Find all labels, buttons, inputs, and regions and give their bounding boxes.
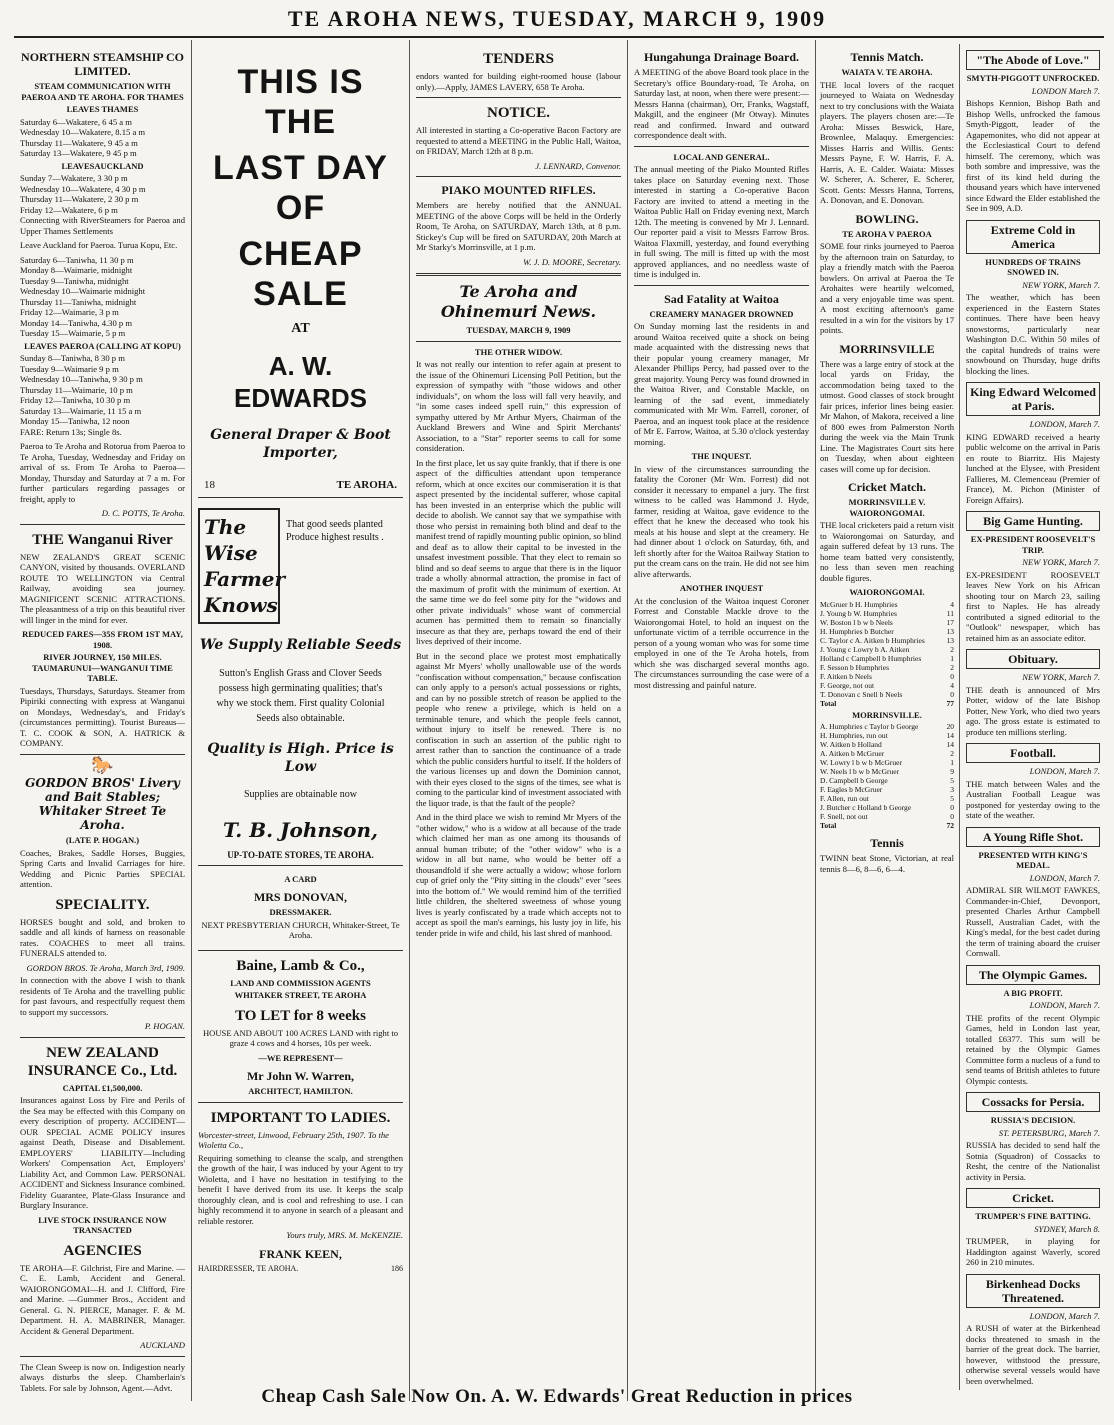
cricket-title: Cricket Match. [848,480,926,494]
score-row: H. Humphries, run out 14 [820,731,954,740]
baine-to-let: TO LET for 8 weeks [235,1007,366,1024]
olympic-subtitle: A BIG PROFIT. [1003,987,1063,998]
inquest-title: THE INQUEST. [691,451,752,461]
horse-carriage-icon: 🐎 [91,754,114,775]
obit-body: THE death is announced of Mrs Potter, widow of the late Bishop Potter, New York, who died two years ago. The gross estate is estimated to produce ten millions sterling. [966,684,1100,737]
paper-date: TUESDAY, MARCH 9, 1909 [466,325,571,335]
football-title: Football. [966,743,1100,763]
rifle-body: ADMIRAL SIR WILMOT FAWKES, Commander-in-Chief, Devonport, presented Charles Arthur Campbell Russell, Australian Cadet, with the King's medal, for the best cadet during the term of training aboard the cruiser Cornwall. [966,885,1100,958]
local-title: LOCAL AND GENERAL. [673,151,770,162]
docks-body: A RUSH of water at the Birkenhead docks threatened to smash in the barrier of the great dock. The barrier, however, withstood the pressure, otherwise several vessels would have been overwhelmed. [966,1323,1100,1386]
baine-to-let-body: HOUSE AND ABOUT 100 ACRES LAND with right to graze 4 cows and 4 horses, 10s per week. [202,1027,399,1048]
score-row: W. Aitken b Holland 14 [820,740,954,749]
obit-title: Obituary. [966,649,1100,669]
schedule-row: Saturday 6—Wakatere, 6 45 a m [20,116,132,127]
cheap-sale-number: 18 [204,479,215,491]
docks-title: Birkenhead Docks Threatened. [966,1274,1100,1308]
cossacks-dateline: ST. PETERSBURG, March 7. [998,1127,1100,1138]
schedule-kopu [20,255,185,339]
tennis2-title: Tennis [870,836,904,850]
cossacks-body: RUSSIA has decided to send half the Sotnia (Squadron) of Cossacks to Resht, the centre of the Nationalist activity in Persia. [966,1140,1100,1182]
editorial-paragraph: But in the second place we protest most emphatically against Mr Myers' wholly unallowable use of the words "confiscation without compensation," because confiscation can only apply to a person's actual possessions or rights, and can by no possible stretch of reason be applied to the people who renew a privilege, which is held on a terminable tenure, and which the people feels cannot, without injury to itself be renewed. There is no confiscation in such an assertion of the public right to arrest rather than to sanction the continuance of a trade which the public considers hurtful to itself. If the holders of the various licenses up and down the Dominion cannot, with their eyes closed to the signs of the times, see what is coming to the particular kind of investment associated with the liquor trade, is that the fault of the people? [416,650,622,808]
king-dateline: LONDON, March 7. [1029,419,1100,429]
score-row: T. Donovan c Snell b Neels 0 [820,689,954,699]
olympic-title: The Olympic Games. [966,965,1100,985]
drainage-body: A MEETING of the above Board took place in the Secretary's office Boundary-road, Te Aroha, on Saturday last, at noon, when there were present:—Messrs Hanna (chairman), Orr, Franks, Wagstaff, Makgill, and the engineer (Mr Otway). Minutes read and confirmed. Inward and outward correspondence dealt with. [634,67,809,140]
agencies-title: AGENCIES [63,1242,142,1259]
baine-name: Baine, Lamb & Co., [236,957,365,974]
morrinsville-body: There was a large entry of stock at the local yards on Friday, the accommodation being taxed to the utmost. Good classes of stock brought fair prices, inferior lines being easier. Mr Mahon, of Makora, received a line of 800 ewes from Palmerston North during the week via the Main Trunk Line. The Magistrates Court sits here on Tuesday, when about eighteen cases will come up for decision. [820,358,954,474]
abode-body: Bishops Kennion, Bishop Bath and Bishop Wells, unfrocked the famous Smyth-Piggott, leader of the Agapemonites, who did not appear at the Ecclesiastical Court to defend himself. The ceremony, which was both sombre and impressive, was the first of its kind held during the thousand years which have intervened since Edward the Elder established the See in 909, A.D. [966,98,1100,213]
leaves-paeroa-label: LEAVES PAEROA (CALLING AT KOPU) [24,340,181,351]
cheap-sale-ad [198,50,403,498]
baine-represent: —WE REPRESENT— [258,1052,343,1063]
schedule-row: Saturday 13—Waimarie, 11 15 a m [20,405,142,416]
schedule-row: Sunday 7—Wakatere, 3 30 p m [20,173,128,183]
leaves-thames-label: LEAVES THAMES [66,104,139,114]
waitoa-subtitle: CREAMERY MANAGER DROWNED [649,308,794,319]
column-1 [14,40,192,1401]
bowling-subtitle: TE AROHA V PAEROA [842,228,932,239]
schedule-row: Wednesday 10—Wakatere, 8.15 a m [20,127,146,137]
keen-name: FRANK KEEN, [259,1246,342,1261]
donovan-name: MRS DONOVAN, [253,890,348,904]
column-4 [628,40,816,1401]
baine-trade: LAND AND COMMISSION AGENTS [230,977,371,988]
another-inquest-title: ANOTHER INQUEST [679,583,764,593]
rifle-dateline: LONDON, March 7. [1029,872,1100,883]
score-row: W. Lowry l b w b McGruer 1 [820,758,954,767]
cricket2-body: TRUMPER, in playing for Haddington against Waverly, scored 260 in 210 minutes. [966,1236,1100,1267]
agent-signature: D. C. POTTS, Te Aroha. [101,508,185,518]
football-body: THE match between Wales and the Australian Football League was postponed for yesterday owing to the state of the weather. [966,778,1100,820]
sweep-note: The Clean Sweep is now on. Indigestion nearly always disturbs the sleep. Chamberlain's Tablets. For sale by Johnson, Agent.—Advt. [20,1361,185,1393]
olympic-dateline: LONDON, March 7. [1029,1000,1100,1010]
johnson-name: T. B. Johnson, [222,818,379,842]
whanganui-journey: RIVER JOURNEY, 150 MILES. TAUMARUNUI—WANGANUI TIME TABLE. [32,652,173,683]
cold-subtitle: HUNDREDS OF TRAINS SNOWED IN. [985,256,1081,277]
schedule-row: Tuesday 9—Waimarie 9 p m [20,363,119,374]
morrinsville-title: MORRINSVILLE [839,341,935,356]
editorial-paragraph: It was not really our intention to refer again at present to the issue of the Ohinemuri Licensing Poll Petition, but the expression of sympathy with "those widows and other individuals", on whom the loss will fall very heavily, and "in some cases indeed spell ruin," this expression of sympathy uttered by Mr Arthur Myers, Chairman of the Auckland Brewers and Wine and Spirit Merchants' Association, to a "Star" reporter seems to call for some consideration. [416,359,621,453]
keen-number: 186 [391,1263,403,1273]
wise-farmer-body: Sutton's English Grass and Clover Seeds possess high germinating qualities; that's why we stock them. First quality Colonial Seeds also obtainable. [216,667,385,724]
small-ads-row [198,872,403,945]
obit-dateline: NEW YORK, March 7. [1022,672,1100,682]
gordon-signature: GORDON BROS. Te Aroha, March 3rd, 1909. [26,962,185,973]
divider [416,341,621,342]
steamship-subtitle: STEAM COMMUNICATION WITH PAEROA AND TE AROHA. FOR THAMES [21,81,184,102]
cold-title: Extreme Cold in America [966,220,1100,254]
schedule-row: Friday 12—Wakatere, 6 p m [20,204,118,215]
inquest-body: In view of the circumstances surrounding the fatality the Coroner (Mr Wm. Forrest) did not consider it necessary to empanel a jury. The first witness to be called was Hammond J. Hyde, farmer, residing at Waitoa, gave evidence to the effect that he knew the deceased who took his meals at his house and slept at the creamery. He had dinner about 1 o'clock on Saturday, 6th, and left shortly after for the Waitoa Railway Station to put the cream cans on the train. He did not see him alive afterwards. [634,463,809,579]
schedule-row: Friday 12—Waimarie, 3 p m [20,307,119,317]
morrins-scorecard [820,722,954,830]
cold-body: The weather, which has been experienced in the Eastern States continues. There have been heavy snowstorms, particularly near Washington D.C. Within 50 miles of the capital hundreds of trains were snowbound on Thursday, huge drifts blocking the lines. [966,292,1100,376]
cricket2-dateline: SYDNEY, March 8. [1034,1223,1100,1234]
wise-farmer-supply: We Supply Reliable Seeds [199,636,402,653]
score-row: J. Butcher c Holland b George 0 [820,803,954,812]
divider [634,146,809,147]
schedule-row: Saturday 13—Wakatere, 9 45 p m [20,148,137,158]
score-row: McGruer b H. Humphries 4 [820,599,954,609]
divider [20,1037,185,1038]
divider [20,524,185,525]
tenders-body: endors wanted for building eight-roomed house (labour only).—Apply, JAMES LAVERY, 658 Te Aroha. [416,71,621,92]
score-row: F. Sesson b Humphries 2 [820,662,954,672]
column-5b [966,44,1100,1390]
cold-dateline: NEW YORK, March 7. [1022,279,1100,290]
score-row: F. George, not out 4 [820,680,954,690]
ladies-title: IMPORTANT TO LADIES. [210,1109,391,1126]
cricket2-title: Cricket. [966,1188,1100,1208]
gordon-late: (LATE P. HOGAN.) [65,835,140,845]
schedule-row: Saturday 6—Taniwha, 11 30 p m [20,254,134,265]
hunt-body: EX-PRESIDENT ROOSEVELT leaves New York on his African shooting tour on March 23, sailing first to Naples. He has already contributed a signed editorial to the "Outlook" newspaper, which has retained him as an associate editor. [966,569,1100,643]
speciality-title: SPECIALITY. [55,896,150,913]
morrins-label: MORRINSVILLE. [852,709,922,720]
wise-farmer-supplies: Supplies are obtainable now [243,788,358,800]
rifles-body: Members are hereby notified that the ANNUAL MEETING of the above Corps will be held in the Orderly Room, Te Aroha, on SATURDAY, March 13th, at 8 p.m. Stickey's Cup will be fired on SATURDAY, 20th March at Mr Starky's Morrinsville, at 1 p.m. [416,200,621,252]
schedule-auckland [20,173,185,215]
cheap-sale-at: AT [291,321,310,336]
nzins-title: NEW ZEALAND INSURANCE Co., Ltd. [27,1044,178,1079]
rifles-signature: W. J. D. MOORE, Secretary. [523,256,621,267]
masthead: TE AROHA NEWS, TUESDAY, MARCH 9, 1909 [287,6,827,31]
score-row: Holland c Campbell b Humphries 1 [820,653,954,663]
divider [20,1356,185,1357]
drainage-title: Hungahunga Drainage Board. [643,50,800,64]
whanganui-fares: REDUCED FARES—35S FROM 1ST MAY, 1908. [22,629,183,650]
score-row: F. Aitken b Neels 0 [820,671,954,681]
waior-scorecard [820,600,954,708]
tennis2-body: TWINN beat Stone, Victorian, at real tennis 8—6, 8—6, 6—4. [820,853,954,874]
ladies-body: Requiring something to cleanse the scalp, and strengthen the growth of the hair, I was induced by your Agent to try Wioletta, and I have no hesitation in testifying to the benefit I have derived from its use. It keeps the scalp thoroughly clean, and is cool and refreshing to use. I can highly recommend it to anyone in search of a pleasant and reliable restorer. [198,1152,403,1226]
notice-body: All interested in starting a Co-operative Bacon Factory are requested to attend a MEETING in the Public Hall, Waitoa, on FRIDAY, March 12th at 8 p.m. [416,125,621,156]
olympic-body: THE profits of the recent Olympic Games, held in London last year, totalled £6377. This sum will be retained by the Olympic Games Committee form a nucleus of a fund to send teams of British athletes to future Olympic contests. [966,1012,1100,1086]
schedule-row: Monday 8—Waimarie, midnight [20,265,133,275]
leave-auckland-note: Leave Auckland for Paeroa. Turua Kopu, Etc. [20,240,178,250]
docks-dateline: LONDON, March 7. [1029,1310,1100,1321]
cheap-sale-trade: General Draper & Boot Importer, [210,427,391,461]
cheap-sale-line-3: CHEAP SALE [238,235,363,313]
rifle-subtitle: PRESENTED WITH KING'S MEDAL. [978,849,1088,870]
score-row: J. Young b W. Humphries 11 [820,608,954,618]
abode-subtitle: SMYTH-PIGGOTT UNFROCKED. [966,73,1100,83]
schedule-row: Thursday 11—Taniwha, midnight [20,296,137,307]
tennis-body: THE local lovers of the racquet journeyed to Waiata on Wednesday next to try conclusions with the Waiata players. The players chosen are:—Te Aroha: Misses Beswick, Hare, Brownlee, Malaquy. Emergencies: Misses Harris and Willis. Gents: Messrs Payne, F. W. Harris, F. A. Harris, A. E. Calder. Waiata: Misses W. Scherer, A. Scherer, E. Scherer, Scott. Gents: Messrs Hanna, Torrens, A. Donovan, and E. Donovan. [820,79,954,205]
score-total: Total 77 [820,698,954,708]
cricket2-subtitle: TRUMPER'S FINE BATTING. [975,1211,1091,1221]
bottom-banner: Cheap Cash Sale Now On. A. W. Edwards' Great Reduction in prices [261,1386,853,1407]
divider [416,97,621,98]
schedule-row: Wednesday 10—Wakatere, 4 30 p m [20,183,146,194]
column-3 [410,40,628,1401]
hunt-dateline: NEW YORK, March 7. [1022,557,1100,567]
king-body: KING EDWARD received a hearty public welcome on the arrival in Paris en route to Biarritz. His Majesty lunched at the Elysee, with President Fallieres, M. Clemenceau (Premier of France), M. Pichon (Minister of Foreign Affairs). [966,431,1100,505]
editorial-paragraph: In the first place, let us say quite frankly, that if there is one aspect of the difficulties attendant upon temperance reform, which at once excites our commiseration it is that aspect presented by the incidental sufferer, whose capital has been invested in an enterprise which the public will decide to abolish. We cannot say that we sympathise with those who persist in remaining both blind and deaf to the manifest trend of rapidly mounting public opinion, so blind and deaf as to allow their capital to be invested in the unsafest investment possible. That they elect to remain so blind and so deaf seems to argue that there is in the liquor trade a wholly abnormal attraction, the promise in fact of the maximum of profit with the minimum of exertion. At the same time we do feel some pity for the "widows and other private individuals" whose want of commercial acumen has permitted them to remain so financially insecure as that they are, perhaps toward the end of their lives deprived of their income. [416,457,621,646]
schedule-row: Tuesday 15—Waimarie, 5 p m [20,328,126,338]
score-row: W. Boston l b w b Neels 17 [820,617,954,627]
gordon-title: GORDON BROS' Livery and Bait Stables; Whitaker Street Te Aroha. [25,776,180,832]
steamship-title: NORTHERN STEAMSHIP CO LIMITED. [21,50,184,78]
fare-line: FARE: Return 13s; Single 8s. [20,426,122,437]
wise-farmer-ad [198,504,403,866]
whanganui-title: THE Wanganui River [32,531,173,548]
score-row: J. Young c Lowry b A. Aitken 2 [820,644,954,654]
schedule-thames [20,117,185,159]
card-label: A CARD [284,873,317,884]
column-5 [816,40,1104,1401]
whanganui-timetable: Tuesdays, Thursdays, Saturdays. Steamer from Pipiriki connecting with express at Wanganui on Mondays, Wednesday's, and Friday's (circumstances permitting). Tourist Bureaus—T. C. COOK & SON, A. HATRICK & COMPANY. [20,685,185,748]
waior-label: WAIORONGOMAI. [849,587,925,597]
schedule-row: Monday 15—Taniwha, 12 noon [20,416,130,426]
schedule-row: Monday 14—Taniwha, 4.30 p m [20,317,133,328]
baine-address: WHITAKER STREET, TE AROHA [234,990,367,1000]
column-5-split [820,44,1100,1390]
newspaper-page [14,40,1104,1393]
king-title: King Edward Welcomed at Paris. [966,382,1100,416]
editorial-paragraph: And in the third place we wish to remind Mr Myers of the "other widow," who is a widow at all because of the trade which claimed her man as one among its thousands of annual human tribute; of the "other widow" who is a widow in all but name, who would be better off a thousandfold if she were actually a widow; whose forlorn cup of grief only the "Pity sitting in the clouds" ever "sees into the bottom of." We would remind him of the terrified little children, the sheltered sweetness of whose young lives is yearly confiscated by a trade which accepts not to accept as spoil the man's earnings, his lusty joy in life, his tender pride in wife and child, his last shred of manhood. [416,812,621,938]
tenders-title: TENDERS [483,51,554,67]
ladies-signature: Yours truly, MRS. M. McKENZIE. [286,1230,403,1240]
whanganui-body: NEW ZEALAND'S GREAT SCENIC CANYON, visited by thousands. OVERLAND ROUTE TO WELLINGTON via Central Railway, avoiding sea journey. MAGNIFICENT SCENIC ATTRACTIONS. The pleasantness of a trip on this beautiful river will linger in the mind for ever. [20,551,185,625]
hogan-signature: P. HOGAN. [144,1021,185,1031]
score-total: Total 72 [820,821,954,830]
score-row: D. Campbell b George 5 [820,776,954,785]
wise-farmer-tagline: That good seeds planted Produce highest results . [286,518,384,543]
local-body: The annual meeting of the Piako Mounted Rifles takes place on Saturday evening next. Those interested in starting a Co-operative Bacon Factory are invited to attend a meeting in the Waitoa Public Hall on Friday evening next, March 12th. The meeting is convened by Mr J. Lennard. Our reporter paid a visit to Messrs Farrow Bros. Waitoa Flaxmill, yesterday, and found everything in full swing. The mill is fitted up with the most approved appliances, and no needless waste of time is indulged in. [634,164,809,279]
connecting-note: Connecting with RiverSteamers for Paeroa and Upper Thames Settlements [20,215,185,236]
score-row: C. Taylor c A. Aitken b Humphries 13 [820,635,954,645]
gordon-body: Coaches, Brakes, Saddle Horses, Buggies, Spring Carts and Invalid Carriages for hire. Wedding and Picnic Parties SPECIAL attention. [20,847,185,889]
cheap-sale-line-2: LAST DAY OF [213,149,388,227]
nzins-capital: CAPITAL £1,500,000. [62,1082,143,1093]
rotorua-note: Paeroa to Te Aroha and Rotorua from Paeroa to Te Aroha, Tuesday, Wednesday and Friday on arrival of ss. From Te Aroha to Paeroa—Monday, Thursday and Saturday at 7 a m. For further particulars regarding passages or freight, apply to [20,441,185,504]
column-5a [820,44,960,1390]
warren-name: Mr John W. Warren, [246,1069,355,1083]
schedule-row: Thursday 11—Wakatere, 2 30 p m [20,194,139,204]
hogan-note: In connection with the above I wish to thank residents of Te Aroha and the travelling public for past favours, and respectfully request them to support my successors. [20,975,185,1017]
cheap-sale-line-1: THIS IS THE [237,63,364,141]
nzins-stock: LIVE STOCK INSURANCE NOW TRANSACTED [38,1214,167,1235]
schedule-row: Wednesday 10—Taniwha, 9 30 p m [20,374,143,384]
score-row: A. Aitken b McGruer 2 [820,749,954,758]
divider [416,176,621,177]
schedule-row: Wednesday 10—Waimarie midnight [20,286,146,296]
hunt-subtitle: EX-PRESIDENT ROOSEVELT'S TRIP. [970,534,1096,555]
nzins-body: Insurances against Loss by Fire and Perils of the Sea may be effected with this Company on every description of property. ACCIDENT—OUR SPECIAL ACME POLICY insures against Death, Disease and Disablement. EMPLOYERS' LIABILITY—Including Workers' Compensation Act, Employers' Liability Act, and Common Law. PERSONAL ACCIDENT and Sickness Insurance combined. Fidelity Guarantee, Plate-Glass Insurance and Burglary Insurance. [20,1095,185,1210]
donovan-trade: DRESSMAKER. [269,907,332,917]
waitoa-title: Sad Fatality at Waitoa [664,291,779,306]
score-row: F. Eagles b McGruer 3 [820,785,954,794]
cossacks-title: Cossacks for Persia. [966,1092,1100,1112]
divider [198,1102,403,1103]
divider [416,273,621,276]
schedule-row: Friday 12—Taniwha, 10 30 p m [20,395,131,405]
abode-title: "The Abode of Love." [966,50,1100,70]
cheap-sale-name: A. W. EDWARDS [234,351,367,413]
tennis-subtitle: WAIATA V. TE AROHA. [841,67,933,77]
johnson-sub: UP-TO-DATE STORES, TE AROHA. [227,850,374,860]
agencies-body: TE AROHA—F. Gilchrist, Fire and Marine. —C. E. Lamb, Accident and General. WAIORONGOMAI—H. and J. Clifford, Fire and Marine. —Gummer Bros., Accident and General. G. N. PIERCE, Manager. F. & M. Department. H. A. MABRINER, Manager. Accident & General Department. [20,1262,185,1336]
schedule-row: Sunday 8—Taniwha, 8 30 p m [20,353,125,363]
schedule-paeroa [20,353,185,427]
rifle-title: A Young Rifle Shot. [966,827,1100,847]
paper-title: Te Aroha and Ohinemuri News. [440,282,597,321]
waitoa-body: On Sunday morning last the residents in and around Waitoa received quite a shock on being made acquainted with the distressing news that their popular young creamery manager, Mr Alexander Phillips Percy, had passed over to the great majority. Young Percy was found drowned in the Waitoa River, and Constable Mackle, on learning of the sad event, immediately communicated with Mr Wm. Farrell, coroner, of Paeroa, and an inquest took place at the residence of Mr E. Farrow, Waitoa, at 5.30 o'clock yesterday morning. [634,321,809,447]
nzins-city: AUCKLAND [140,1340,185,1350]
ladies-address: Worcester-street, Linwood, February 25th, 1907. To the Wioletta Co., [198,1129,389,1150]
leaves-auckland-label: LEAVESAUCKLAND [61,160,144,171]
score-row: A. Humphries c Taylor b George 20 [820,722,954,731]
cossacks-subtitle: RUSSIA'S DECISION. [990,1115,1076,1125]
rifles-title: PIAKO MOUNTED RIFLES. [441,183,596,197]
hunt-title: Big Game Hunting. [966,511,1100,531]
score-row: F. Allen, run out 5 [820,794,954,803]
column-2 [192,40,410,1401]
cheap-sale-town: TE AROHA. [336,479,397,491]
wise-farmer-title: The Wise Farmer Knows [198,508,280,624]
schedule-row: Tuesday 9—Taniwha, midnight [20,275,129,286]
football-dateline: LONDON, March 7. [1029,766,1100,776]
notice-signature: J. LENNARD, Convenor. [535,160,621,171]
divider [198,950,403,951]
donovan-address: NEXT PRESBYTERIAN CHURCH, Whitaker-Street, Te Aroha. [201,919,400,940]
abode-dateline: LONDON March 7. [1031,85,1100,96]
wise-farmer-quality: Quality is High. Price is Low [207,740,394,775]
score-row: W. Neels l b w b McGruer 9 [820,767,954,776]
speciality-body: HORSES bought and sold, and broken to saddle and all kinds of harness on reasonable rates. COACHES to meet all trains. FUNERALS attended to. [20,916,185,958]
schedule-row: Thursday 11—Wakatere, 9 45 a m [20,137,138,148]
score-row: H. Humphries b Butcher 13 [820,626,954,636]
cricket-subtitle: MORRINSVILLE V. WAIORONGOMAI. [848,497,926,518]
masthead-rule [14,36,1104,38]
notice-title: NOTICE. [487,105,550,121]
bowling-body: SOME four rinks journeyed to Paeroa by the afternoon train on Saturday, to play a friendly match with the Paeroa bowlers. On arrival at Paeroa the Te Arohaites were heartily welcomed, and a very enjoyable time was spent. A most exciting afternoon's game resulted in a win for the visitors by 17 points. [820,241,954,335]
divider [634,285,809,286]
editorial-title: THE OTHER WIDOW. [474,346,563,357]
schedule-row: Thursday 11—Waimarie, 10 p m [20,384,133,395]
score-row: F. Snell, not out 0 [820,812,954,821]
tennis-title: Tennis Match. [850,50,924,64]
another-inquest-body: At the conclusion of the Waitoa inquest Coroner Forrest and Constable Mackle drove to the Waiorongomai Hotel, to hold an inquest on the unfortunate victim of a terrible occurrence in the person of a young woman who was for some time employed in one of the Te Aroha hotels, from which she was discharged several months ago. The circumstances surrounding the case were of a most distressing and painful nature. [634,595,809,690]
keen-trade: HAIRDRESSER, TE AROHA. [198,1263,299,1273]
cricket-body: THE local cricketers paid a return visit to Waiorongomai on Saturday, and again suffered defeat by 13 runs. The home team batted very consistently, no less than seven men reaching double figures. [820,520,954,583]
bowling-title: BOWLING. [855,211,919,226]
warren-trade: ARCHITECT, HAMILTON. [248,1086,353,1096]
